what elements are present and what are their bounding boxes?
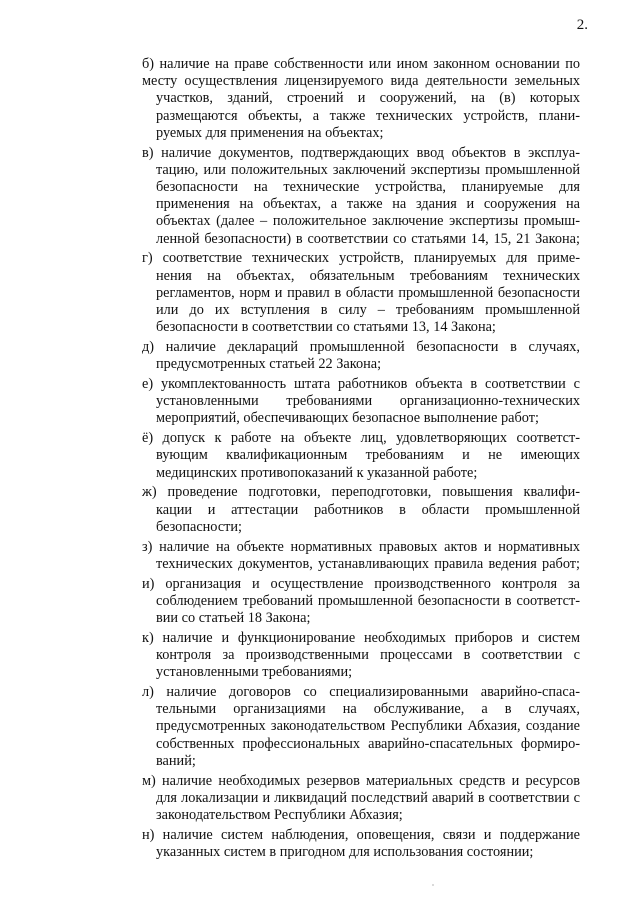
list-item-d [142,339,580,373]
text-line: мероприятий, обеспечивающих безопасное выполнение работ; [156,410,539,427]
scan-speck [432,884,434,886]
list-item-e [142,376,580,428]
list-item-n [142,827,580,861]
text-line: к) наличие и функционирование необходимых приборов и систем [142,629,580,646]
text-line: безопасности на технические устройства, планируемые для [156,179,580,196]
text-line: тельными организациями на обслуживание, а в случаях, [156,701,580,718]
text-line: соблюдением требований промышленной безопасности в соответст- [156,592,580,609]
list-item-yo [142,430,580,482]
text-line: кации и аттестации работников в области промышленной [156,501,580,518]
text-line: установленными требованиями организационно-технических [156,393,580,410]
text-line: участков, зданий, строений и сооружений, на (в) которых [156,90,580,107]
text-line: руемых для применения на объектах; [156,124,384,141]
list-item-m [142,773,580,825]
text-line: ё) допуск к работе на объекте лиц, удовлетворяющих соответст- [142,430,580,447]
text-line: г) соответствие технических устройств, планируемых для приме- [142,250,580,267]
text-line: технических документов, устанавливающих правила ведения работ; [156,555,580,572]
text-line: указанных систем в пригодном для использования состоянии; [156,844,534,861]
text-line: е) укомплектованность штата работников объекта в соответствии с [142,376,580,393]
text-line: д) наличие деклараций промышленной безопасности в случаях, [142,339,580,356]
text-line: л) наличие договоров со специализированными аварийно-спаса- [142,684,580,701]
list-item-z [142,539,580,573]
text-line: безопасности в соответствии со статьями 13, 14 Закона; [156,319,496,336]
text-line: ж) проведение подготовки, переподготовки, повышения квалифи- [142,484,580,501]
text-line: для локализации и ликвидаций последствий аварий в соответствии с [156,789,580,806]
text-line: предусмотренных законодательством Республики Абхазия, создание [156,718,580,735]
text-line: тацию, или положительных заключений экспертизы промышленной [156,161,580,178]
list-item-k [142,630,580,682]
text-line: нения на объектах, обязательным требованиям технических [156,267,580,284]
text-line: регламентов, норм и правил в области промышленной безопасности [156,284,580,301]
text-line: законодательством Республики Абхазия; [156,807,403,824]
text-line: м) наличие необходимых резервов материальных средств и ресурсов [142,772,580,789]
text-line: и) организация и осуществление производственного контроля за [142,575,580,592]
list-item-zh [142,484,580,536]
text-line: б) наличие на праве собственности или ином законном основании по [142,56,580,72]
text-line: вующим квалификационным требованиям и не имеющих [156,447,580,464]
list-item-g [142,250,580,336]
text-line: установленными требованиями; [156,664,353,681]
list-item-v [142,145,580,248]
list-item-l [142,684,580,770]
text-line: безопасности; [156,518,243,535]
text-line: собственных профессиональных аварийно-спасательных формиро- [156,735,580,752]
text-line: объектах (далее – положительное заключение экспертизы промыш- [156,213,580,230]
text-line: ленной безопасности) в соответствии со статьями 14, 15, 21 Закона; [156,230,580,247]
text-line: ваний; [156,752,196,769]
text-line: контроля за производственными процессами в соответствии с [156,647,580,664]
text-line: применения на объектах, а также на здания и сооружения на [156,196,580,213]
list-item-i [142,576,580,628]
text-line: размещаются объекты, а также технических устройств, плани- [156,107,580,124]
text-line: предусмотренных статьей 22 Закона; [156,356,382,373]
text-line: вии со статьей 18 Закона; [156,610,311,627]
text-line: з) наличие на объекте нормативных правовых актов и нормативных [142,538,580,555]
page-number: 2. [576,17,588,33]
text-line: н) наличие систем наблюдения, оповещения, связи и поддержание [142,826,580,843]
text-line: месту осуществления лицензируемого вида деятельности земельных [142,73,580,90]
text-line: или до их вступления в силу – требованиям промышленной [156,302,580,319]
list-item-b [142,56,580,142]
text-line: в) наличие документов, подтверждающих ввод объектов в эксплуа- [142,144,580,161]
text-line: медицинских противопоказаний к указанной работе; [156,464,478,481]
document-body [142,56,580,864]
